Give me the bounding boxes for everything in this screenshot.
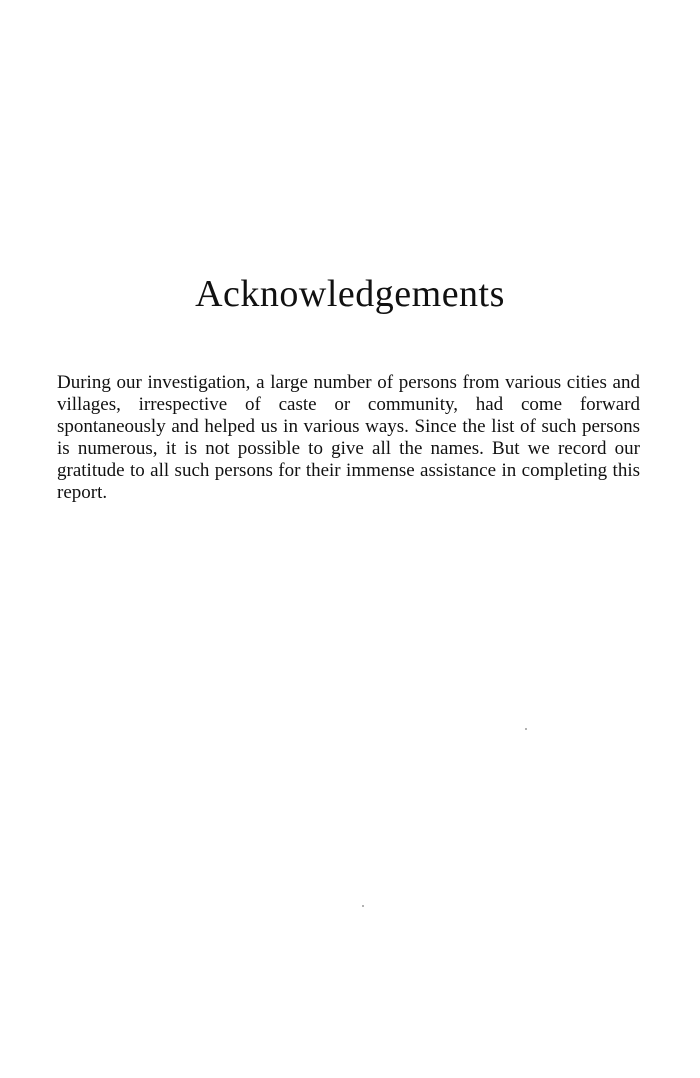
page-title: Acknowledgements [195, 273, 505, 315]
scan-speck [362, 905, 364, 907]
scan-speck [525, 728, 527, 730]
acknowledgement-paragraph: During our investigation, a large number of persons from various cities and villages, irrespective of caste or community, had come forward spontaneously and helped us in various ways. Since the list of such persons is numerous, it is not possible to give all the names. But we record our gratitude to all such persons for their immense assistance in completing this report. [57, 372, 640, 503]
